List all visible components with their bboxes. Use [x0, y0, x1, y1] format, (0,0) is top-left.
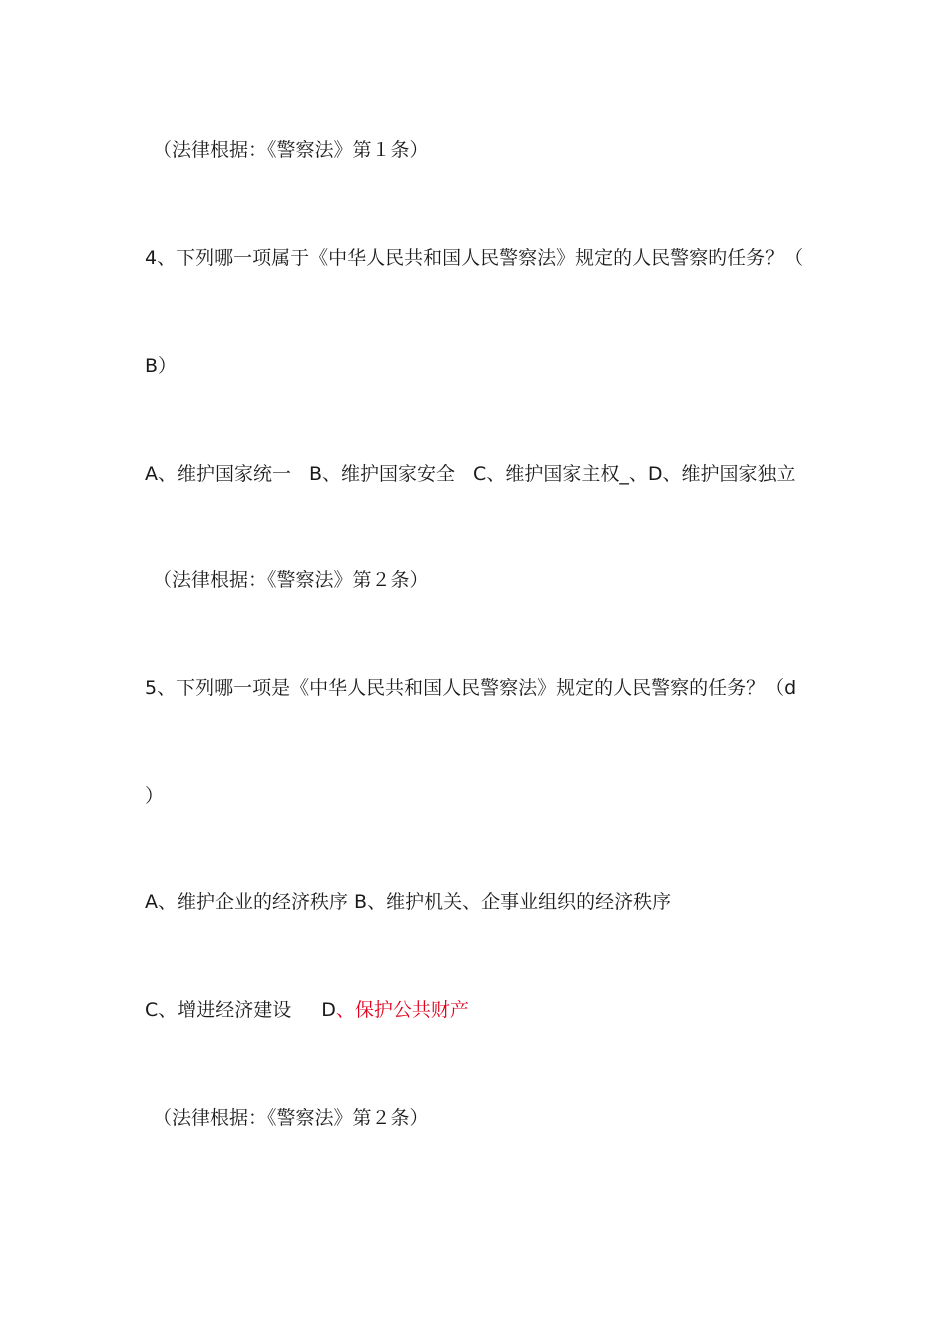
q5-options-ab [145, 890, 671, 914]
q5-option-d-letter: D [321, 999, 336, 1021]
q4-option-a: A、维护国家统一 [145, 463, 291, 485]
q4-answer: B） [145, 355, 178, 377]
q5-option-d-text: 、保护公共财产 [335, 999, 469, 1021]
q5-option-b: B、维护机关、企事业组织的经济秩序 [354, 891, 672, 913]
q5-option-a: A、维护企业的经济秩序 [145, 891, 348, 913]
q4-option-c: C、维护国家主权 [473, 463, 620, 485]
q4-stem: 4、下列哪一项属于《中华人民共和国人民警察法》规定的人民警察旳任务？（ [145, 247, 804, 269]
legal-basis-q5: （法律根据：《警察法》第２条） [153, 1107, 429, 1129]
q4-options [145, 462, 795, 486]
legal-basis-q4: （法律根据：《警察法》第２条） [153, 569, 429, 591]
q5-options-cd [145, 998, 469, 1022]
q4-option-d: D、维护国家独立 [647, 463, 796, 485]
q5-answer: ） [145, 785, 165, 807]
q4-option-b: B、维护国家安全 [309, 463, 456, 485]
q5-option-c: C、增进经济建设 [145, 999, 292, 1021]
legal-basis-q3: （法律根据：《警察法》第１条） [153, 139, 429, 161]
q5-stem: 5、下列哪一项是《中华人民共和国人民警察法》规定的人民警察的任务？（d [145, 677, 797, 699]
q4-option-c-mark: _、 [619, 463, 648, 485]
